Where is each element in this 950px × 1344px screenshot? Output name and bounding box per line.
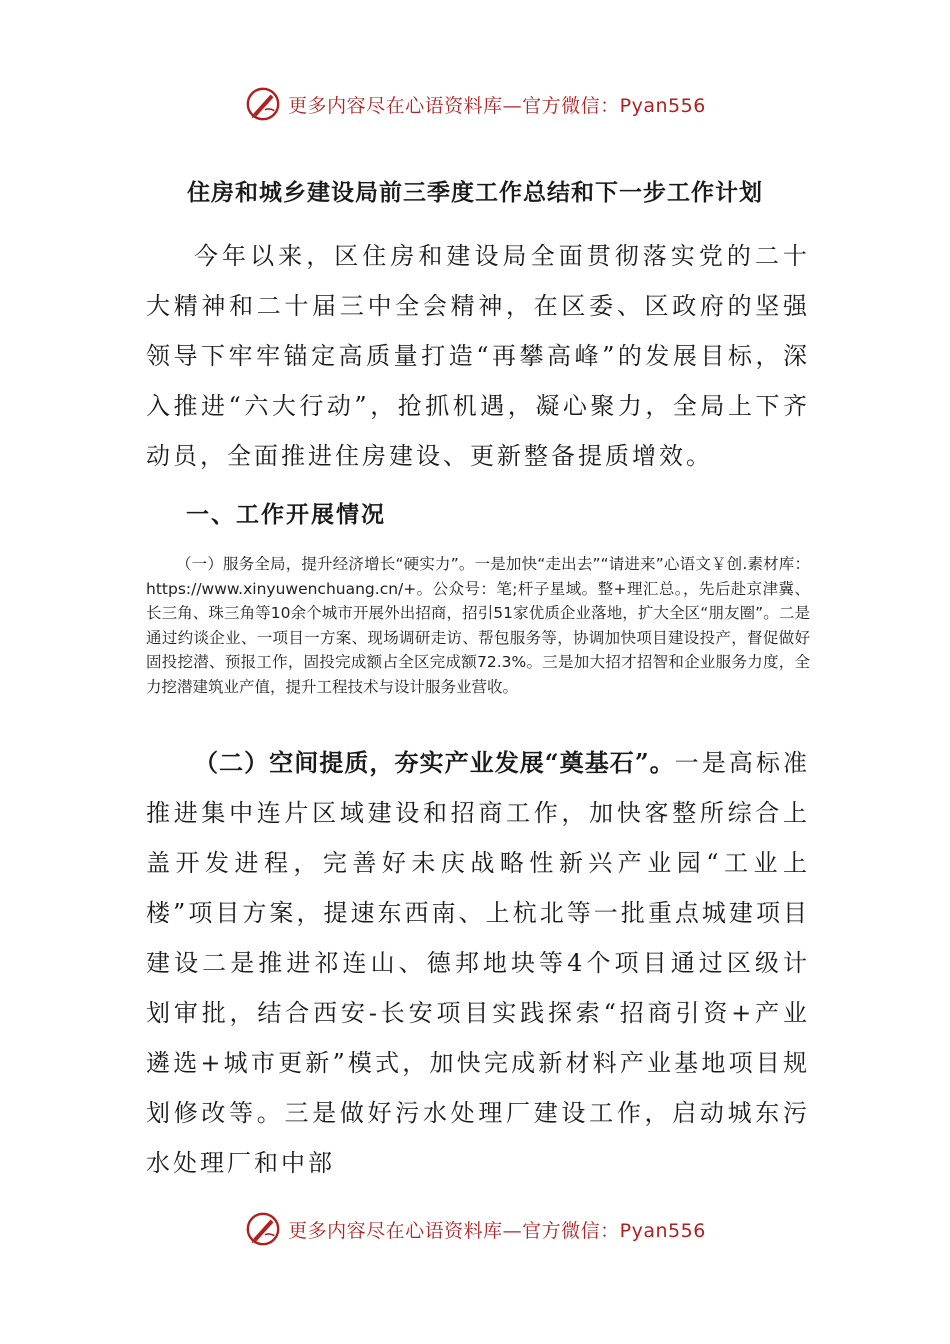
- section2-body: 一是高标准推进集中连片区域建设和招商工作，加快客整所综合上盖开发进程，完善好未庆战略性新兴产业园“工业上楼”项目方案，提速东西南、上杭北等一批重点城建项目建设二是推进祁连山、德邦地块等4个项目通过区级计划审批，结合西安-长安项目实践探索“招商引资+产业遴选+城市更新”模式，加快完成新材料产业基地项目规划修改等。三是做好污水处理厂建设工作，启动城东污水处理厂和中部: [146, 749, 811, 1177]
- wechat-id: Pyan556: [619, 1219, 706, 1242]
- section-heading: 一、工作开展情况: [186, 501, 386, 528]
- wechat-id: Pyan556: [619, 94, 706, 117]
- header-banner: [0, 82, 950, 126]
- banner-text: 更多内容尽在心语资料库—官方微信：Pyan556: [288, 1219, 706, 1242]
- document-title: 住房和城乡建设局前三季度工作总结和下一步工作计划: [187, 179, 763, 206]
- section2-lead: （二）空间提质，夯实产业发展“奠基石”。: [194, 748, 675, 777]
- pen-logo-icon: [244, 1210, 282, 1248]
- footer-banner: [0, 1207, 950, 1251]
- intro-paragraph: 今年以来，区住房和建设局全面贯彻落实党的二十大精神和二十届三中全会精神，在区委、区政府的坚强领导下牢牢锚定高质量打造“再攀高峰”的发展目标，深入推进“六大行动”，抢抓机遇，凝心聚力，全局上下齐动员，全面推进住房建设、更新整备提质增效。: [146, 242, 810, 470]
- banner-text: 更多内容尽在心语资料库—官方微信：Pyan556: [288, 94, 706, 117]
- pen-logo-icon: [244, 85, 282, 123]
- section1-paragraph: （一）服务全局，提升经济增长“硬实力”。一是加快“走出去”“请进来”心语文￥创.素材库：https://www.xinyuwenchuang.cn/+。公众号：笔;杆子星域。整+理汇总。，先后赴京津冀、长三角、珠三角等10余个城市开展外出招商，招引51家优质企业落地，扩大全区“朋友圈”。二是通过约谈企业、一项目一方案、现场调研走访、帮包服务等，协调加快项目建设投产，督促做好固投挖潜、预报工作，固投完成额占全区完成额72.3%。三是加大招才招智和企业服务力度，全力挖潜建筑业产值，提升工程技术与设计服务业营收。: [146, 555, 810, 696]
- section2-paragraph: [146, 738, 810, 1188]
